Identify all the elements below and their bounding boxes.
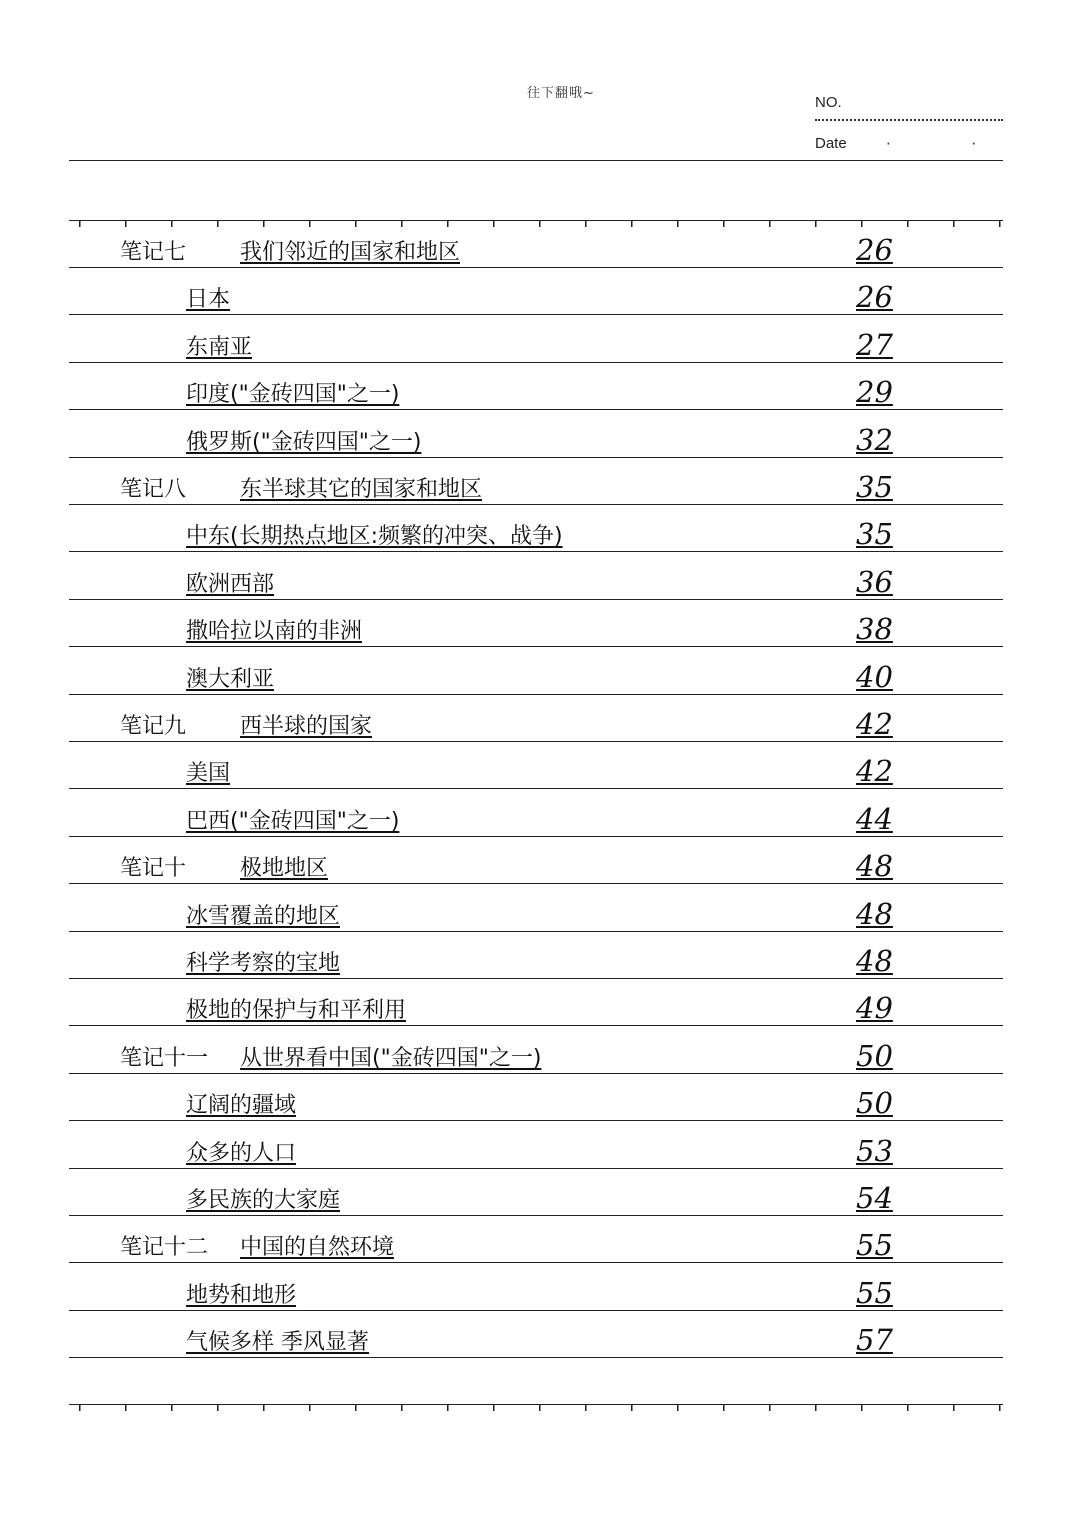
chapter-name: 我们邻近的国家和地区	[240, 240, 461, 265]
toc-row	[0, 837, 1075, 884]
row-rule	[69, 1357, 1003, 1358]
toc-row	[0, 790, 1075, 837]
section-title: 东南亚	[186, 334, 253, 360]
section-title: 澳大利亚	[186, 666, 275, 692]
page-number: 26	[856, 280, 893, 315]
page-number: 50	[856, 1086, 893, 1121]
chapter-title	[120, 477, 482, 503]
page-number: 38	[856, 612, 893, 647]
chapter-name: 从世界看中国("金砖四国"之一)	[240, 1045, 542, 1071]
number-dotted-line	[815, 119, 1003, 121]
section-title: 众多的人口	[186, 1140, 297, 1166]
toc-row	[0, 1122, 1075, 1169]
toc-row	[0, 268, 1075, 315]
chapter-title	[120, 1235, 394, 1261]
section-title: 冰雪覆盖的地区	[186, 903, 341, 929]
section-title: 印度("金砖四国"之一)	[186, 382, 400, 408]
section-title: 多民族的大家庭	[186, 1188, 341, 1213]
toc-row	[0, 411, 1075, 458]
page-number: 53	[856, 1133, 893, 1168]
section-title: 中东(长期热点地区:频繁的冲突、战争)	[186, 524, 563, 550]
toc-row	[0, 1074, 1075, 1121]
toc-row	[0, 363, 1075, 410]
toc-row	[0, 1264, 1075, 1311]
toc-row	[0, 1216, 1075, 1263]
toc-row	[0, 553, 1075, 600]
page-number: 32	[856, 422, 893, 457]
bottom-ruled-line	[69, 1404, 1003, 1413]
chapter-number: 笔记十	[120, 856, 187, 882]
chapter-name: 中国的自然环境	[240, 1235, 395, 1261]
section-title: 俄罗斯("金砖四国"之一)	[186, 429, 422, 455]
section-title: 欧洲西部	[186, 571, 275, 597]
page-number: 54	[856, 1181, 893, 1215]
toc-row	[0, 979, 1075, 1026]
toc-row	[0, 885, 1075, 932]
toc-row	[0, 1169, 1075, 1216]
toc-row	[0, 458, 1075, 505]
chapter-title	[120, 1046, 541, 1072]
chapter-number: 笔记九	[120, 714, 187, 739]
page-number: 48	[856, 896, 893, 931]
page-number: 40	[856, 659, 893, 694]
page-number: 26	[856, 233, 893, 267]
page-number: 44	[856, 801, 893, 836]
page-number: 35	[856, 517, 893, 552]
page-number: 55	[856, 1228, 893, 1263]
page-number: 50	[856, 1038, 893, 1073]
toc-row	[0, 1027, 1075, 1074]
section-title: 地势和地形	[186, 1282, 297, 1308]
page-number: 42	[856, 754, 893, 789]
page-number: 29	[856, 375, 893, 410]
toc-row	[0, 505, 1075, 552]
section-title: 美国	[186, 761, 231, 787]
section-title: 气候多样 季风显著	[186, 1330, 369, 1356]
toc-row	[0, 695, 1075, 742]
section-title: 辽阔的疆域	[186, 1093, 297, 1119]
chapter-name: 西半球的国家	[240, 714, 373, 739]
toc-row	[0, 742, 1075, 789]
page-number: 49	[856, 991, 893, 1026]
chapter-number: 笔记七	[120, 240, 187, 265]
chapter-title	[120, 240, 460, 266]
toc-row	[0, 316, 1075, 363]
chapter-title	[120, 856, 328, 882]
page-number: 42	[856, 707, 893, 741]
chapter-number: 笔记十二	[120, 1235, 209, 1261]
date-dots: · ·	[886, 135, 1015, 153]
page-number: 27	[856, 327, 893, 362]
page-number: 36	[856, 564, 893, 599]
toc-row	[0, 600, 1075, 647]
date-label: Date	[815, 135, 847, 152]
page-number: 35	[856, 470, 893, 504]
section-title: 巴西("金砖四国"之一)	[186, 808, 400, 834]
page-number: 55	[856, 1275, 893, 1310]
section-title: 撒哈拉以南的非洲	[186, 619, 363, 645]
chapter-name: 东半球其它的国家和地区	[240, 477, 483, 502]
chapter-number: 笔记八	[120, 477, 187, 502]
section-title: 科学考察的宝地	[186, 951, 341, 976]
page-number: 57	[856, 1323, 893, 1358]
header-rule	[69, 160, 1003, 161]
page-number: 48	[856, 849, 893, 884]
toc-row	[0, 648, 1075, 695]
top-note: 往下翻哦~	[527, 86, 595, 101]
chapter-name: 极地地区	[240, 856, 329, 882]
toc-row	[0, 932, 1075, 979]
section-title: 日本	[186, 287, 231, 313]
section-title: 极地的保护与和平利用	[186, 998, 407, 1024]
toc-row	[0, 1311, 1075, 1358]
toc-row	[0, 221, 1075, 268]
page-number: 48	[856, 944, 893, 978]
chapter-number: 笔记十一	[120, 1045, 209, 1071]
number-label: NO.	[815, 94, 842, 111]
chapter-title	[120, 714, 372, 740]
